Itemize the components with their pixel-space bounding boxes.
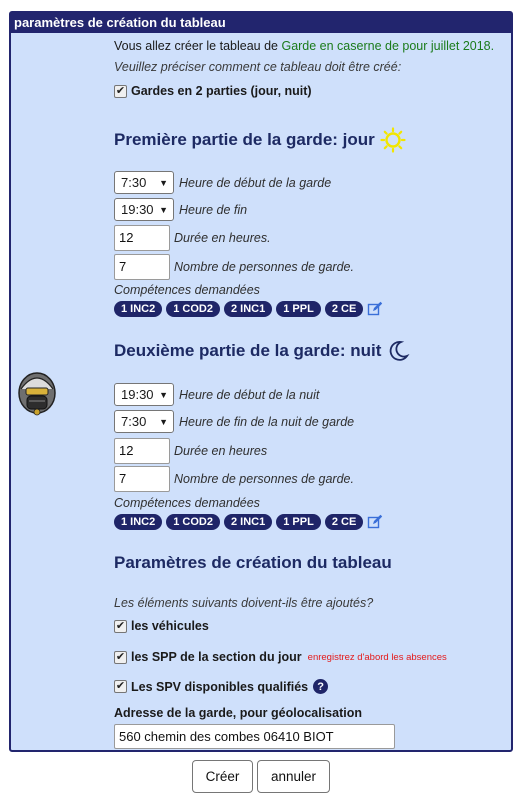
spv-row[interactable] [114, 679, 328, 694]
instruction-text: Veuillez préciser comment ce tableau doit être créé: [114, 60, 402, 74]
params-question: Les éléments suivants doivent-ils être ajoutés? [114, 596, 374, 610]
cancel-button[interactable]: annuler [257, 760, 330, 793]
two-parts-row[interactable] [114, 84, 312, 98]
day-skills-label: Compétences demandées [114, 283, 260, 297]
skill-badge: 1 PPL [276, 301, 321, 317]
help-icon[interactable]: ? [313, 679, 328, 694]
night-skills-list [114, 514, 383, 530]
night-start-label: Heure de début de la nuit [179, 388, 320, 402]
panel-title: paramètres de création du tableau [11, 13, 511, 33]
day-heading-text: Première partie de la garde: jour [114, 130, 375, 149]
night-heading-text: Deuxième partie de la garde: nuit [114, 341, 382, 360]
night-persons-input[interactable]: 7 [114, 466, 170, 492]
address-input[interactable]: 560 chemin des combes 06410 BIOT [114, 724, 395, 749]
night-end-select[interactable] [114, 410, 174, 433]
spp-checkbox[interactable]: ✔ [115, 650, 126, 663]
day-skills-list [114, 301, 383, 317]
skill-badge: 1 INC2 [114, 514, 162, 530]
two-parts-checkbox[interactable]: ✔ [115, 84, 126, 97]
skill-badge: 2 INC1 [224, 514, 272, 530]
intro-text [114, 39, 494, 53]
night-end-value: 7:30 [121, 414, 147, 429]
edit-icon[interactable] [367, 514, 383, 530]
skill-badge: 2 INC1 [224, 301, 272, 317]
spv-checkbox[interactable]: ✔ [115, 680, 126, 692]
night-duration-label: Durée en heures [174, 444, 268, 458]
day-start-value: 7:30 [121, 175, 147, 190]
night-start-value: 19:30 [121, 387, 154, 402]
day-persons-input[interactable]: 7 [114, 254, 170, 280]
firefighter-helmet-icon [16, 369, 58, 417]
day-persons-label: Nombre de personnes de garde. [174, 260, 354, 274]
skill-badge: 2 CE [325, 301, 363, 317]
intro-highlight: Garde en caserne de pour juillet 2018. [281, 39, 495, 53]
day-heading [114, 127, 406, 153]
day-end-label: Heure de fin [179, 203, 248, 217]
skill-badge: 2 CE [325, 514, 363, 530]
skill-badge: 1 COD2 [166, 514, 220, 530]
sun-icon [380, 127, 406, 153]
night-start-select[interactable] [114, 383, 174, 406]
spp-row[interactable] [114, 650, 447, 664]
two-parts-label: Gardes en 2 parties (jour, nuit) [131, 84, 312, 98]
intro-prefix: Vous allez créer le tableau de [114, 39, 282, 53]
day-duration-input[interactable]: 12 [114, 225, 170, 251]
chevron-down-icon: ▼ [159, 389, 168, 400]
night-end-label: Heure de fin de la nuit de garde [179, 415, 355, 429]
night-persons-label: Nombre de personnes de garde. [174, 472, 354, 486]
chevron-down-icon: ▼ [159, 177, 168, 188]
chevron-down-icon: ▼ [159, 204, 168, 215]
chevron-down-icon: ▼ [159, 416, 168, 427]
day-end-value: 19:30 [121, 202, 154, 217]
edit-icon[interactable] [367, 301, 383, 317]
spp-label: les SPP de la section du jour [131, 650, 302, 664]
moon-icon [386, 339, 410, 363]
spv-label: Les SPV disponibles qualifiés [131, 679, 309, 694]
creation-params-panel [9, 11, 513, 752]
night-duration-input[interactable]: 12 [114, 438, 170, 464]
skill-badge: 1 PPL [276, 514, 321, 530]
create-button[interactable]: Créer [192, 760, 253, 793]
spp-warning: enregistrez d'abord les absences [307, 651, 447, 663]
vehicles-row[interactable] [114, 619, 209, 633]
skill-badge: 1 INC2 [114, 301, 162, 317]
vehicles-label: les véhicules [131, 619, 209, 633]
day-end-select[interactable] [114, 198, 174, 221]
vehicles-checkbox[interactable]: ✔ [115, 619, 126, 632]
skill-badge: 1 COD2 [166, 301, 220, 317]
address-label: Adresse de la garde, pour géolocalisation [114, 706, 362, 720]
day-start-label: Heure de début de la garde [179, 176, 332, 190]
params-heading: Paramètres de création du tableau [114, 553, 392, 572]
day-duration-label: Durée en heures. [174, 231, 271, 245]
day-start-select[interactable] [114, 171, 174, 194]
night-skills-label: Compétences demandées [114, 496, 260, 510]
night-heading [114, 339, 410, 363]
